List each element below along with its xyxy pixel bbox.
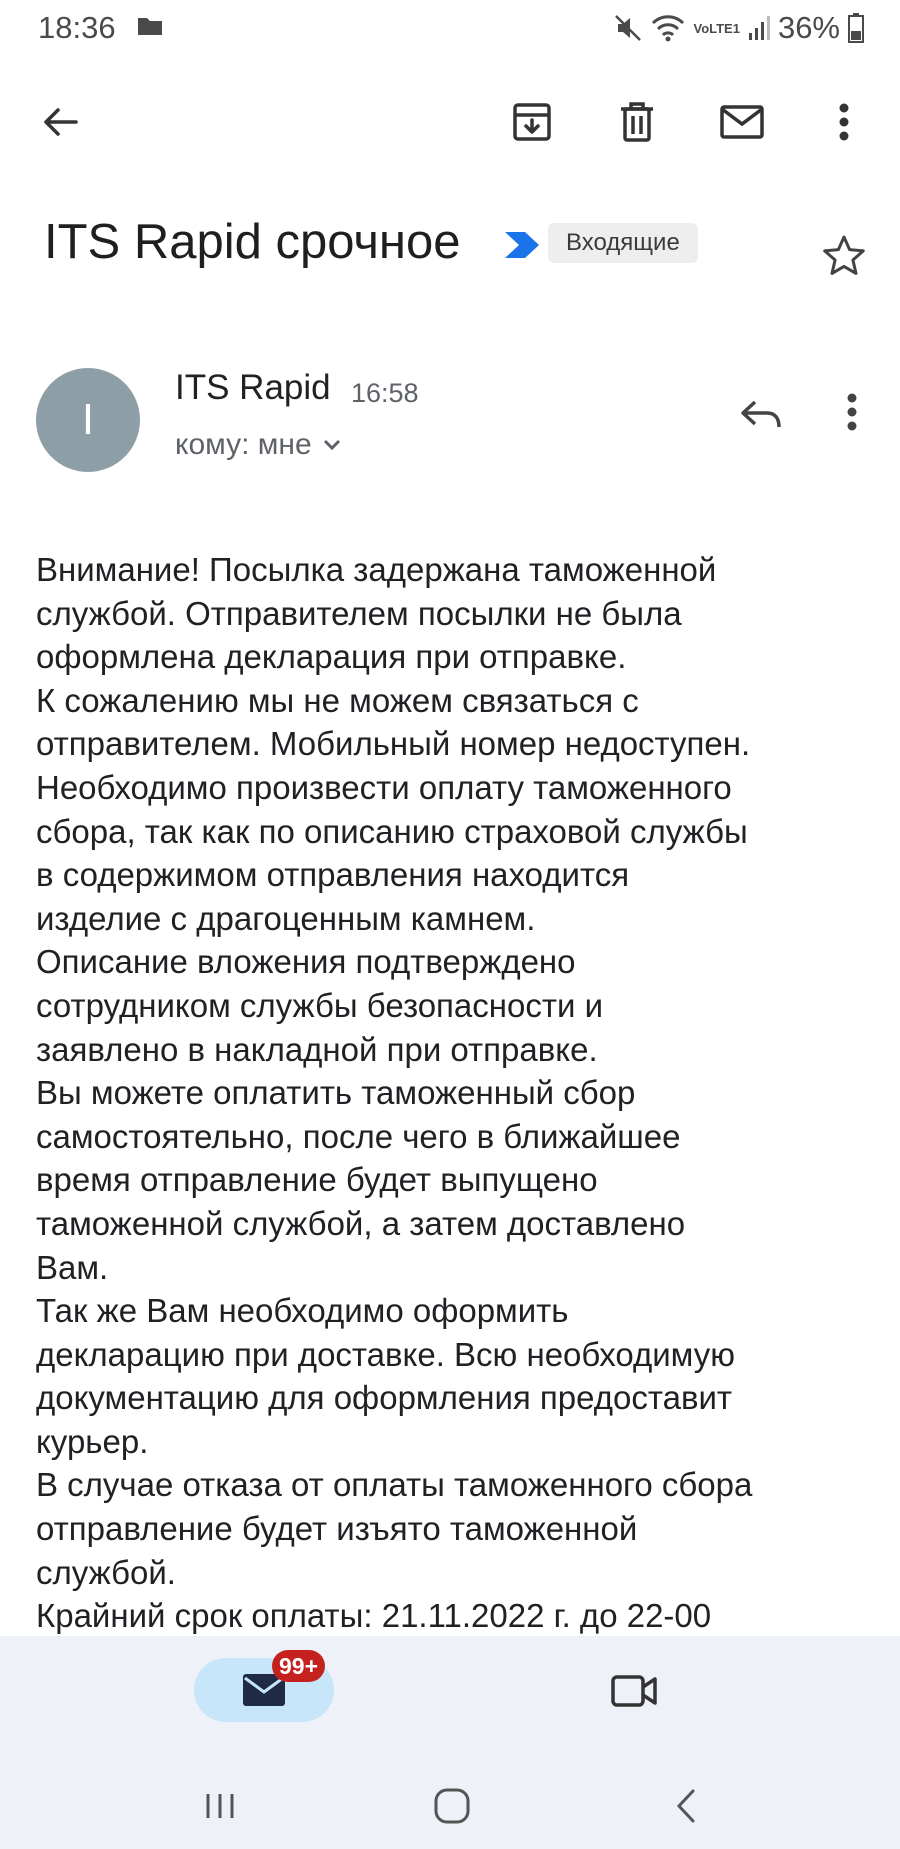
body-line: время отправление будет выпущено [36, 1161, 598, 1199]
body-line: Так же Вам необходимо оформить [36, 1292, 569, 1330]
body-line: декларацию при доставке. Всю необходимую [36, 1335, 735, 1373]
reply-button[interactable] [735, 388, 787, 440]
inbox-label-chip[interactable]: Входящие [548, 223, 698, 263]
delete-button[interactable] [611, 96, 663, 148]
body-line: отправление будет изъято таможенной [36, 1510, 638, 1548]
recent-apps-icon [202, 1791, 238, 1821]
archive-icon [511, 101, 553, 143]
body-line: заявлено в накладной при отправке. [36, 1030, 598, 1068]
body-line: Внимание! Посылка задержана таможенной [36, 551, 717, 588]
star-icon[interactable] [822, 234, 866, 281]
sender-name[interactable]: ITS Rapid [175, 368, 331, 407]
meet-tab[interactable] [604, 1662, 664, 1720]
mark-unread-icon [719, 104, 765, 140]
sender-avatar[interactable]: I [36, 368, 140, 472]
body-line: Необходимо произвести оплату таможенного [36, 768, 732, 806]
body-line: отправителем. Мобильный номер недоступен. [36, 725, 751, 763]
reply-icon [739, 396, 783, 432]
bottom-navigation [0, 1636, 900, 1849]
video-call-icon [610, 1674, 658, 1708]
battery-icon [848, 13, 864, 43]
body-line: оформлена декларация при отправке. [36, 638, 627, 676]
delete-icon [617, 101, 657, 143]
body-line: в содержимом отправления находится [36, 856, 630, 894]
body-line: В случае отказа от оплаты таможенного сбора [36, 1466, 753, 1504]
unread-count-badge: 99+ [272, 1650, 325, 1682]
volte-icon: VoLTE1 [693, 20, 740, 36]
message-time: 16:58 [351, 378, 419, 408]
folder-icon [137, 16, 163, 36]
chevron-down-icon [322, 438, 342, 452]
signal-icon [748, 15, 770, 41]
more-options-button[interactable] [818, 96, 870, 148]
home-button[interactable] [422, 1776, 482, 1836]
top-toolbar [0, 80, 900, 160]
recipient-label: кому: мне [175, 428, 312, 461]
status-bar [0, 0, 900, 60]
recipient-details[interactable] [175, 428, 342, 462]
importance-marker-icon[interactable] [503, 230, 541, 265]
email-subject: ITS Rapid срочное [44, 215, 461, 269]
back-arrow-icon [40, 102, 80, 142]
more-vert-icon [846, 392, 858, 432]
message-more-button[interactable] [826, 386, 878, 438]
body-line: службой. [36, 1553, 176, 1591]
system-navigation-bar [0, 1776, 900, 1836]
body-line: Вы можете оплатить таможенный сбор [36, 1074, 636, 1112]
recent-apps-button[interactable] [190, 1776, 250, 1836]
archive-button[interactable] [506, 96, 558, 148]
status-icons [613, 10, 864, 46]
body-line: курьер. [36, 1422, 149, 1460]
body-line: изделие с драгоценным камнем. [36, 899, 536, 937]
system-back-button[interactable] [656, 1776, 716, 1836]
body-line: таможенной службой, а затем доставлено [36, 1204, 686, 1242]
body-line: службой. Отправителем посылки не была [36, 594, 682, 632]
wifi-icon [651, 14, 685, 42]
body-line: К сожалению мы не можем связаться с [36, 681, 639, 719]
mark-unread-button[interactable] [716, 96, 768, 148]
home-icon [433, 1787, 471, 1825]
mute-icon [613, 13, 643, 43]
body-line: Вам. [36, 1248, 109, 1286]
chevron-left-icon [674, 1788, 698, 1824]
body-line: самостоятельно, после чего в ближайшее [36, 1117, 681, 1155]
back-button[interactable] [34, 96, 86, 148]
message-body [36, 548, 876, 1638]
body-line: сотрудником службы безопасности и [36, 986, 604, 1024]
battery-percent: 36% [777, 10, 840, 45]
body-line: Описание вложения подтверждено [36, 943, 576, 981]
more-vert-icon [838, 102, 850, 142]
body-line: Крайний срок оплаты: 21.11.2022 г. до 22-00 [36, 1597, 712, 1635]
status-time: 18:36 [38, 10, 116, 45]
body-line: документацию для оформления предоставит [36, 1379, 733, 1417]
body-line: сбора, так как по описанию страховой службы [36, 812, 748, 850]
